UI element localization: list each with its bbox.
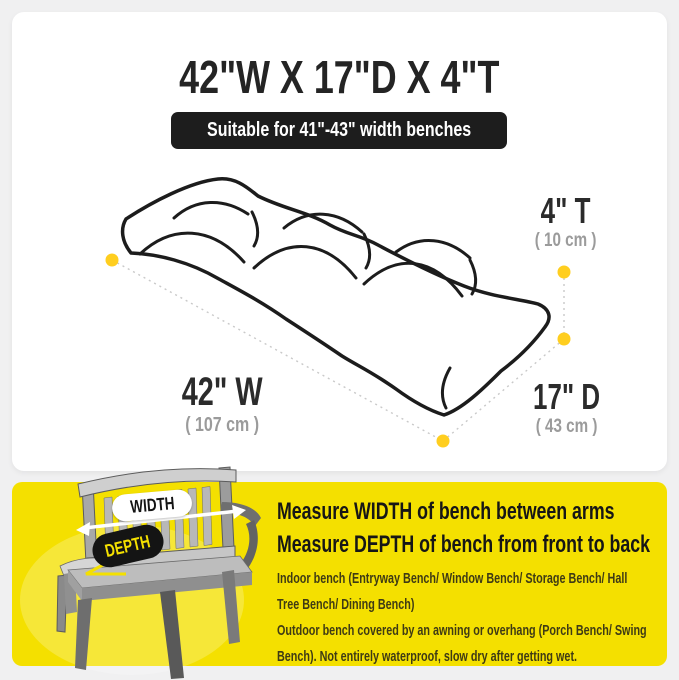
note-indoor: Indoor bench (Entryway Bench/ Window Bench/ Storage Bench/ Hall Tree Bench/ Dining Bench)	[277, 570, 628, 613]
width-metric: ( 107 cm )	[185, 414, 259, 436]
measure-headline-depth: Measure DEPTH of bench from front to back	[277, 531, 651, 558]
size-card	[12, 12, 667, 471]
fit-badge-text: Suitable for 41"-43" width benches	[206, 119, 472, 141]
thickness-label: 4" T	[541, 190, 591, 231]
depth-tag-label: DEPTH	[103, 530, 153, 561]
width-label: 42" W	[181, 370, 263, 414]
note-outdoor: Outdoor bench covered by an awning or overhang (Porch Bench/ Swing Bench). Not entirely waterproof, slow dry after getting wet.	[277, 622, 647, 665]
dimension-dot	[437, 435, 450, 448]
dimension-dot	[106, 254, 119, 267]
depth-metric: ( 43 cm )	[536, 416, 598, 437]
depth-label: 17" D	[533, 376, 601, 417]
width-tag-label: WIDTH	[129, 493, 175, 517]
dimension-dot	[558, 333, 571, 346]
dimension-dot	[558, 266, 571, 279]
thickness-metric: ( 10 cm )	[535, 230, 597, 251]
size-title-text: 42"W X 17"D X 4"T	[179, 51, 500, 103]
measure-headline-width: Measure WIDTH of bench between arms	[277, 498, 615, 525]
measure-notes	[277, 566, 648, 670]
